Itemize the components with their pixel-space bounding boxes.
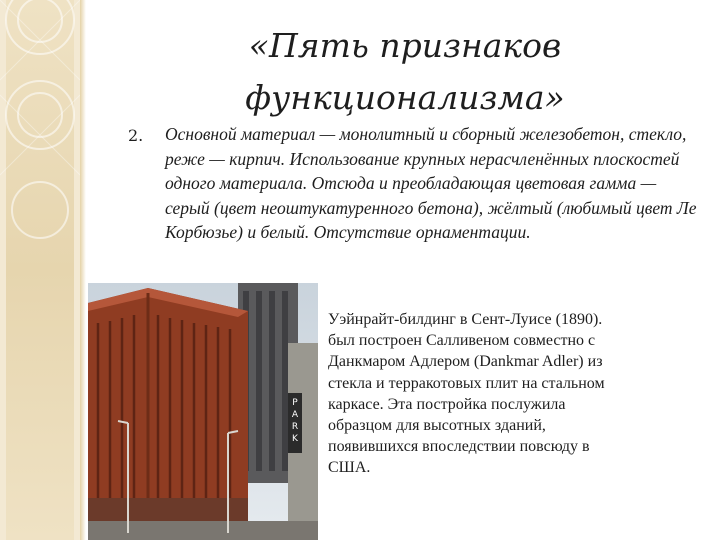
- list-item-text: Основной материал — монолитный и сборный железобетон, стекло, реже — кирпич. Использование крупных нерасчленённых плоскостей одного материала. Отсюда и преобладающая цветовая гамма — серый (цвет неоштукатуренного бетона), жёлтый (любимый цвет Ле Корбюзье) и белый. Отсутствие орнаментации.: [165, 124, 697, 243]
- decorative-sidebar: [0, 0, 80, 540]
- list-item-number: 2.: [128, 126, 144, 145]
- svg-text:A: A: [291, 410, 299, 420]
- sidebar-edge: [80, 0, 86, 540]
- svg-text:K: K: [292, 434, 298, 444]
- photo-caption: Уэйнрайт-билдинг в Сент-Луисе (1890). был построен Салливеном совместно с Данкмаром Адлером (Dankmar Adler) из стекла и терракотовых плит на стальном каркасе. Эта постройка послужила образцом для высотных зданий, появившихся впоследствии повсюду в США.: [328, 311, 605, 477]
- svg-text:R: R: [291, 422, 299, 432]
- svg-text:P: P: [292, 398, 298, 408]
- slide-title: «Пять признаков функционализма»: [245, 26, 565, 117]
- sidebar-ornament: [0, 0, 80, 540]
- wainwright-building-photo: [88, 283, 318, 540]
